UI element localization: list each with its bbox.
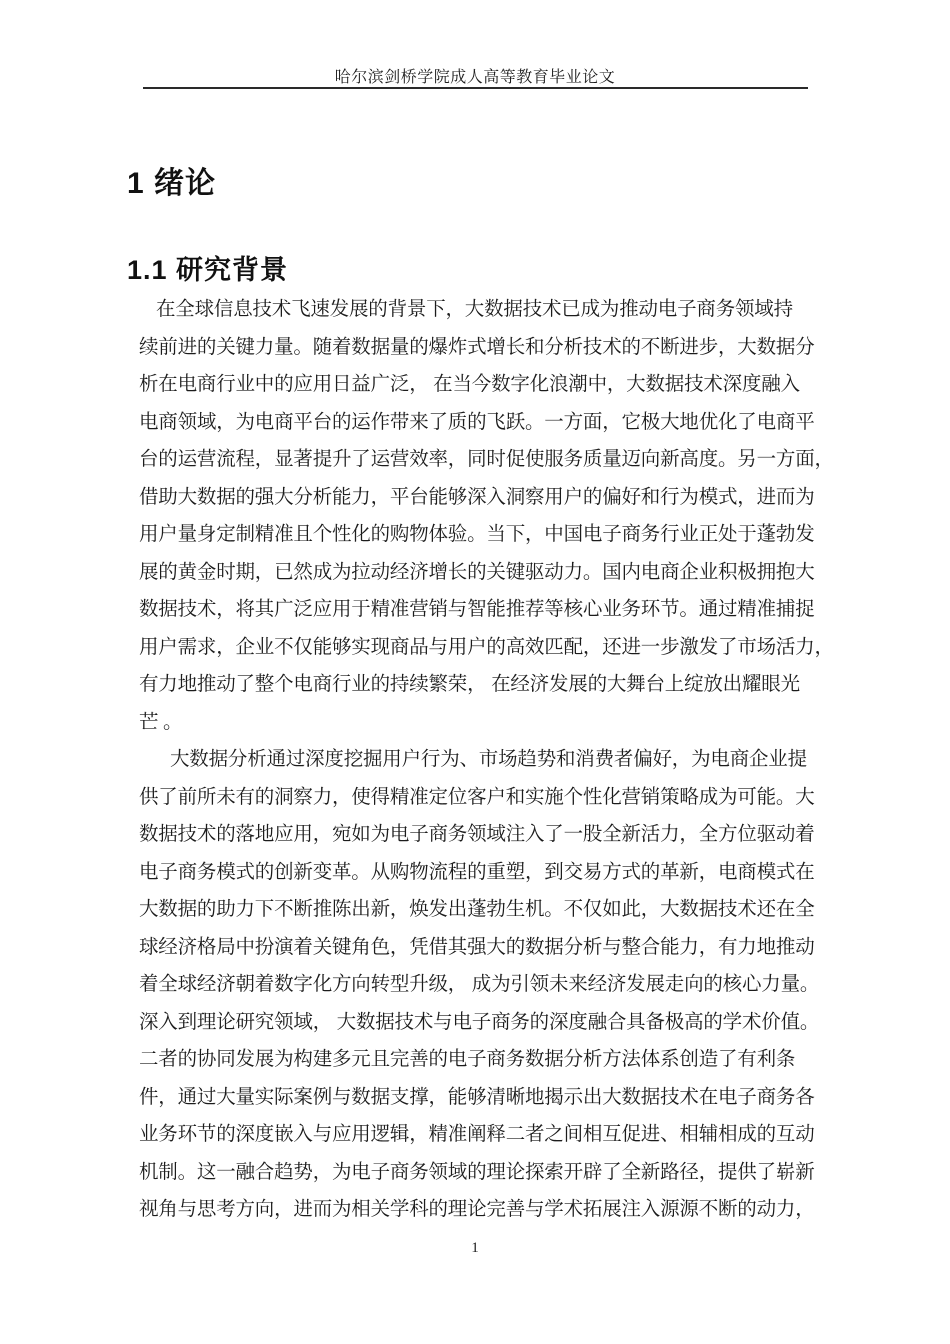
text-line: 着全球经济朝着数字化方向转型升级， 成为引领未来经济发展走向的核心力量。 xyxy=(139,974,820,995)
text-line: 机制。这一融合趋势，为电子商务领域的理论探索开辟了全新路径，提供了崭新 xyxy=(139,1161,815,1183)
text-line: 在全球信息技术飞速发展的背景下，大数据技术已成为推动电子商务领域持 xyxy=(156,299,793,320)
text-line: 件，通过大量实际案例与数据支撑，能够清晰地揭示出大数据技术在电子商务各 xyxy=(139,1086,815,1108)
page-number: 1 xyxy=(471,1240,479,1256)
body-text xyxy=(139,291,834,1229)
text-line: 借助大数据的强大分析能力，平台能够深入洞察用户的偏好和行为模式，进而为 xyxy=(139,486,815,508)
text-line: 用户量身定制精准且个性化的购物体验。当下，中国电子商务行业正处于蓬勃发 xyxy=(139,524,815,545)
text-line: 芒 。 xyxy=(139,711,183,733)
text-line: 供了前所未有的洞察力，使得精准定位客户和实施个性化营销策略成为可能。大 xyxy=(139,786,815,808)
text-line: 二者的协同发展为构建多元且完善的电子商务数据分析方法体系创造了有利条 xyxy=(139,1049,796,1070)
text-line: 数据技术的落地应用，宛如为电子商务领域注入了一股全新活力，全方位驱动着 xyxy=(139,824,815,845)
text-line: 台的运营流程，显著提升了运营效率，同时促使服务质量迈向新高度。另一方面， xyxy=(139,449,834,470)
text-line: 球经济格局中扮演着关键角色，凭借其强大的数据分析与整合能力，有力地推动 xyxy=(139,936,815,958)
body-paragraph xyxy=(139,741,829,1229)
text-line: 业务环节的深度嵌入与应用逻辑，精准阐释二者之间相互促进、相辅相成的互动 xyxy=(139,1124,815,1145)
text-line: 析在电商行业中的应用日益广泛， 在当今数字化浪潮中，大数据技术深度融入 xyxy=(139,374,800,395)
body-paragraph xyxy=(139,291,834,741)
text-line: 大数据的助力下不断推陈出新，焕发出蓬勃生机。不仅如此，大数据技术还在全 xyxy=(139,899,815,920)
text-line: 电商领域，为电商平台的运作带来了质的飞跃。一方面，它极大地优化了电商平 xyxy=(139,411,815,433)
text-line: 电子商务模式的创新变革。从购物流程的重塑，到交易方式的革新，电商模式在 xyxy=(139,861,815,883)
text-line: 用户需求，企业不仅能够实现商品与用户的高效匹配，还进一步激发了市场活力， xyxy=(139,636,834,658)
text-line: 深入到理论研究领域， 大数据技术与电子商务的深度融合具备极高的学术价值。 xyxy=(139,1011,820,1033)
text-line: 大数据分析通过深度挖掘用户行为、市场趋势和消费者偏好，为电商企业提 xyxy=(170,749,807,770)
text-line: 视角与思考方向，进而为相关学科的理论完善与学术拓展注入源源不断的动力， xyxy=(139,1199,815,1220)
text-line: 展的黄金时期，已然成为拉动经济增长的关键驱动力。国内电商企业积极拥抱大 xyxy=(139,561,815,583)
chapter-title: 1 绪论 xyxy=(127,167,217,200)
header-rule xyxy=(143,87,808,89)
page-header-title: 哈尔滨剑桥学院成人高等教育毕业论文 xyxy=(334,69,616,86)
text-line: 有力地推动了整个电商行业的持续繁荣， 在经济发展的大舞台上绽放出耀眼光 xyxy=(139,674,800,695)
text-line: 数据技术，将其广泛应用于精准营销与智能推荐等核心业务环节。通过精准捕捉 xyxy=(139,599,815,620)
text-line: 续前进的关键力量。随着数据量的爆炸式增长和分析技术的不断进步，大数据分 xyxy=(139,336,815,358)
section-title: 1.1 研究背景 xyxy=(127,255,289,285)
